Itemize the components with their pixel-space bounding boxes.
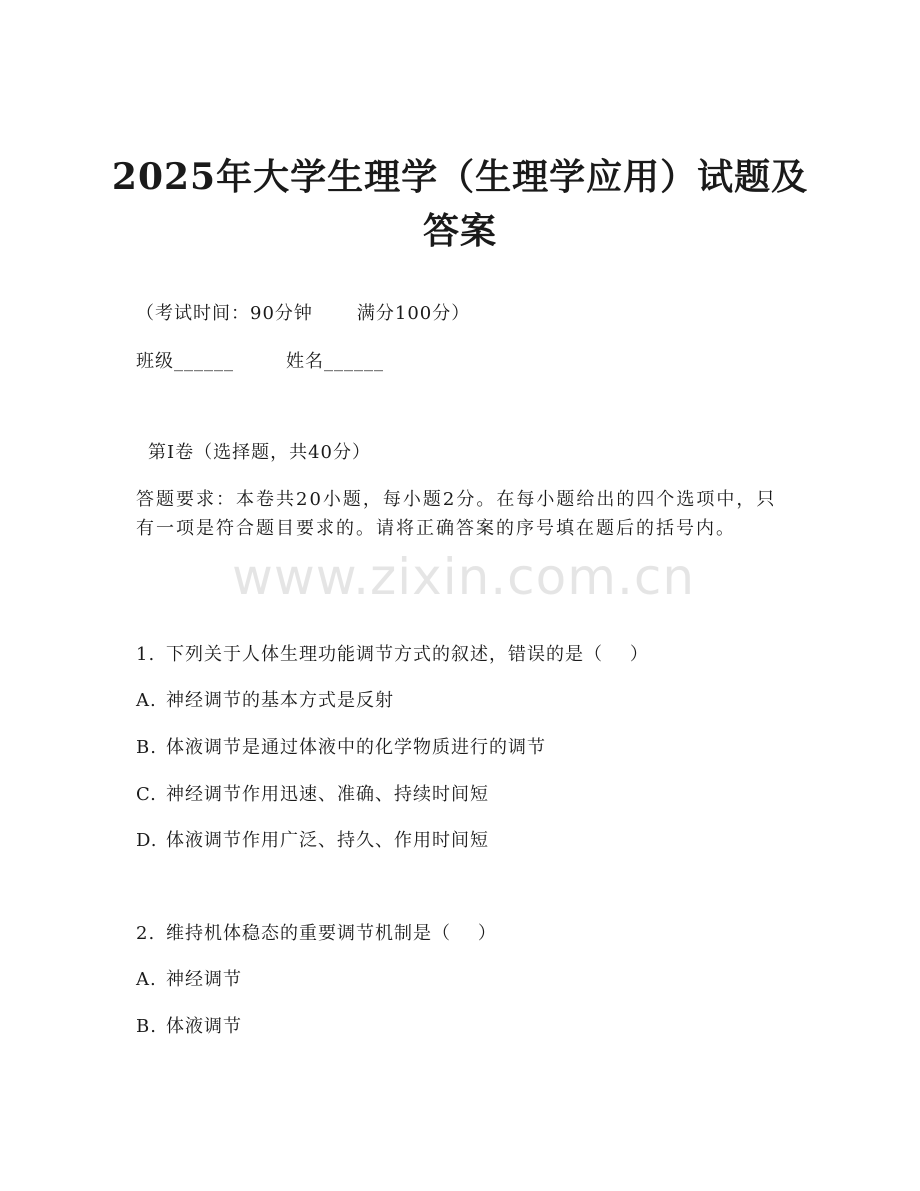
question-1-option-d: [136, 829, 489, 853]
option-letter: C.: [136, 784, 157, 805]
question-number: 1.: [136, 644, 156, 665]
exam-time: （考试时间：90分钟: [136, 303, 313, 324]
question-1-option-a: [136, 689, 394, 713]
exam-score: 满分100分）: [356, 303, 471, 324]
student-fields: [136, 350, 384, 374]
section-heading: 第Ⅰ卷（选择题，共40分）: [148, 442, 372, 463]
option-text: 体液调节: [166, 1016, 242, 1037]
option-text: 体液调节是通过体液中的化学物质进行的调节: [166, 737, 546, 758]
option-text: 神经调节的基本方式是反射: [166, 690, 394, 711]
option-letter: A.: [136, 969, 157, 990]
page-title: 2025年大学生理学（生理学应用）试题及答案: [111, 156, 809, 252]
class-field: 班级______: [136, 351, 234, 372]
option-letter: B.: [136, 737, 157, 758]
question-2-option-b: [136, 1015, 242, 1039]
question-2: [136, 922, 497, 946]
option-text: 神经调节: [166, 969, 242, 990]
question-2-option-a: [136, 968, 242, 992]
option-letter: D.: [136, 830, 158, 851]
option-letter: A.: [136, 690, 157, 711]
question-number: 2.: [136, 923, 156, 944]
exam-info: [136, 302, 470, 326]
option-text: 神经调节作用迅速、准确、持续时间短: [166, 784, 489, 805]
question-stem: 下列关于人体生理功能调节方式的叙述，错误的是（ ）: [166, 644, 649, 665]
section-instructions: 答题要求：本卷共20小题，每小题2分。在每小题给出的四个选项中，只有一项是符合题目要求的。请将正确答案的序号填在题后的括号内。: [136, 489, 777, 539]
option-text: 体液调节作用广泛、持久、作用时间短: [166, 830, 489, 851]
question-1-option-b: [136, 736, 546, 760]
question-stem: 维持机体稳态的重要调节机制是（ ）: [166, 923, 497, 944]
question-1-option-c: [136, 783, 489, 807]
watermark: www.zixin.com.cn: [232, 548, 696, 606]
name-field: 姓名______: [286, 351, 384, 372]
option-letter: B.: [136, 1016, 157, 1037]
question-1: [136, 643, 649, 667]
